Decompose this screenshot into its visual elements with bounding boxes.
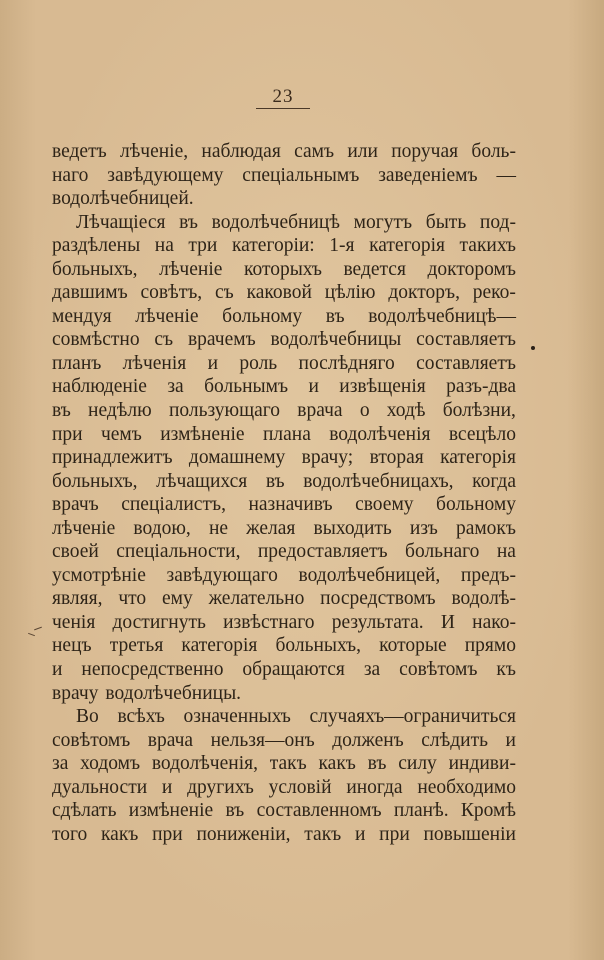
word: какъ — [101, 823, 139, 845]
word: того — [52, 823, 88, 845]
text-line — [52, 682, 516, 706]
text-line — [52, 375, 516, 399]
text-line — [52, 446, 516, 470]
word: измѣненіе — [160, 423, 245, 445]
word: спеціальности, — [116, 541, 241, 563]
word: нако- — [472, 611, 516, 633]
word: ченія — [52, 611, 96, 633]
body-text — [52, 140, 516, 846]
word: въ — [179, 211, 198, 233]
word: обращаются — [242, 659, 345, 681]
word: на — [154, 235, 174, 257]
page-number: 23 — [272, 86, 294, 107]
text-line — [52, 328, 516, 352]
word: которыхъ — [243, 258, 322, 280]
text-line — [52, 658, 516, 682]
text-line — [52, 281, 516, 305]
word: мендуя — [52, 305, 112, 327]
margin-mark — [34, 627, 42, 631]
word: завѣдующему — [107, 164, 224, 186]
word: водолѣчебницы. — [105, 682, 242, 704]
word: что — [118, 588, 147, 610]
word: И — [440, 611, 455, 633]
word: означенныхъ — [183, 706, 291, 728]
word: пониженіи, — [196, 823, 291, 845]
word: когда — [472, 470, 516, 492]
word: водолѣчебницѣ — [211, 211, 340, 233]
text-line — [52, 493, 516, 517]
text-line — [52, 164, 516, 188]
word: каковой — [246, 282, 312, 304]
word: и — [161, 776, 173, 798]
word: ведется — [343, 258, 406, 280]
word: врачъ — [52, 494, 99, 516]
text-line — [52, 611, 516, 635]
word: являя, — [52, 588, 103, 610]
word: плана — [262, 423, 311, 445]
word: въ — [225, 800, 245, 822]
word: Лѣчащіеся — [76, 211, 166, 233]
word: категоріи: — [231, 235, 315, 257]
word: наблюдая — [201, 141, 281, 162]
text-line — [52, 305, 516, 329]
word: составляетъ — [416, 329, 516, 351]
word: въ — [325, 305, 345, 327]
word: больному — [222, 305, 303, 327]
text-line — [52, 752, 516, 776]
word: послѣдняго — [298, 352, 395, 374]
word: желательно — [208, 588, 305, 610]
word: врачу — [52, 682, 99, 704]
word: при — [52, 423, 83, 445]
text-line — [52, 776, 516, 800]
word: при — [379, 823, 410, 845]
word: категорія — [369, 235, 445, 257]
word: водолѣчебницѣ— — [368, 305, 516, 327]
word: водолѣчебницей. — [52, 188, 194, 210]
text-line — [52, 399, 516, 423]
word: ему — [161, 588, 193, 610]
word: на — [496, 541, 516, 563]
word: изъ — [409, 517, 438, 539]
word: иногда — [346, 776, 403, 798]
word: совмѣстно — [52, 329, 140, 351]
text-line — [52, 258, 516, 282]
word: составленномъ — [256, 800, 382, 822]
word: предоставляетъ — [257, 541, 388, 563]
word: выходить — [313, 517, 392, 539]
word: больнаго — [405, 541, 480, 563]
word: врачу; — [301, 447, 354, 469]
word: всѣхъ — [117, 706, 165, 728]
text-line — [52, 517, 516, 541]
word: — — [496, 164, 516, 186]
word: назначивъ — [248, 494, 333, 516]
text-line — [52, 823, 516, 847]
word: и — [308, 376, 319, 398]
word: болѣзни, — [442, 400, 516, 422]
word: водолѣченія — [329, 423, 431, 445]
word: раздѣлены — [52, 235, 141, 257]
word: нельзя—онъ — [210, 729, 315, 751]
word: случаяхъ—ограничиться — [309, 706, 516, 728]
word: водолѣчебницей, — [298, 564, 441, 586]
word: и — [354, 823, 366, 845]
word: и — [52, 659, 63, 681]
word: вторая — [369, 447, 424, 469]
word: лѣченіе — [159, 258, 223, 280]
word: чемъ — [100, 423, 142, 445]
word: съ — [215, 282, 234, 304]
word: заведеніемъ — [378, 164, 478, 186]
word: лѣченіе, — [119, 141, 189, 162]
word: въ — [265, 470, 285, 492]
word: лѣченіе — [52, 517, 116, 539]
word: цѣлію — [324, 282, 376, 304]
text-line — [52, 799, 516, 823]
word: лѣченія — [122, 352, 187, 374]
word: необходимо — [417, 776, 516, 798]
word: и — [505, 729, 516, 751]
word: докторъ, — [388, 282, 460, 304]
word: больнымъ — [204, 376, 289, 398]
text-line — [52, 211, 516, 235]
word: другихъ — [187, 776, 254, 798]
word: повышеніи — [423, 823, 516, 845]
word: въ — [367, 753, 387, 775]
word: дуальности — [52, 776, 148, 798]
margin-mark — [28, 633, 35, 636]
word: извѣстнаго — [223, 611, 315, 633]
word: предъ- — [460, 564, 516, 586]
word: совѣтомъ — [399, 659, 478, 681]
word: врачемъ — [187, 329, 256, 351]
word: под- — [479, 211, 516, 233]
word: разъ-два — [446, 376, 516, 398]
word: 1-я — [329, 235, 355, 257]
word: боль- — [471, 141, 516, 162]
word: составляетъ — [416, 352, 516, 374]
word: водолѣчебницахъ, — [303, 470, 454, 492]
word: завѣдующаго — [166, 564, 278, 586]
word: при — [152, 823, 183, 845]
word: нецъ — [52, 635, 92, 657]
word: въ — [52, 400, 71, 422]
word: наго — [52, 164, 89, 186]
word: достигнуть — [112, 611, 206, 633]
word: извѣщенія — [339, 376, 426, 398]
word: индиви- — [448, 753, 516, 775]
word: совѣтъ, — [140, 282, 203, 304]
word: врача — [297, 400, 343, 422]
word: докторомъ — [427, 258, 516, 280]
word: прямо — [464, 635, 516, 657]
word: лѣчащихся — [156, 470, 248, 492]
text-line — [52, 352, 516, 376]
word: долженъ — [332, 729, 404, 751]
text-line — [52, 587, 516, 611]
word: которые — [379, 635, 447, 657]
word: къ — [496, 659, 516, 681]
word: какъ — [318, 753, 356, 775]
word: врача — [147, 729, 194, 751]
word: водолѣ- — [451, 588, 516, 610]
word: больныхъ, — [52, 470, 138, 492]
word: слѣдить — [421, 729, 489, 751]
text-line — [52, 705, 516, 729]
word: такъ — [304, 823, 342, 845]
page-number-rule — [256, 108, 310, 109]
word: категорія — [181, 635, 258, 657]
word: поручая — [391, 141, 459, 162]
text-line — [52, 540, 516, 564]
word: Кромѣ — [460, 800, 516, 822]
word: три — [188, 235, 218, 257]
word: водою, — [133, 517, 191, 539]
word: ходѣ — [386, 400, 426, 422]
word: самъ — [294, 141, 335, 162]
word: Во — [76, 706, 99, 728]
text-line — [52, 187, 516, 211]
word: своему — [355, 494, 414, 516]
word: результата. — [331, 611, 424, 633]
word: совѣтомъ — [52, 729, 131, 751]
text-line — [52, 729, 516, 753]
word: домашнему — [188, 447, 286, 469]
word: недѣлю — [88, 400, 152, 422]
word: непосредственно — [81, 659, 224, 681]
word: больныхъ, — [275, 635, 361, 657]
word: силу — [398, 753, 437, 775]
word: условій — [268, 776, 332, 798]
word: за — [167, 376, 184, 398]
text-line — [52, 234, 516, 258]
word: такихъ — [459, 235, 516, 257]
word: планѣ. — [393, 800, 449, 822]
word: категорія — [440, 447, 516, 469]
word: наблюденіе — [52, 376, 147, 398]
word: желая — [246, 517, 296, 539]
ink-speck — [531, 346, 535, 350]
word: измѣненіе — [128, 800, 214, 822]
word: больныхъ, — [52, 258, 138, 280]
word: принадлежитъ — [52, 447, 173, 469]
text-line — [52, 140, 516, 164]
word: третья — [109, 635, 164, 657]
word: могутъ — [353, 211, 413, 233]
word: давшимъ — [52, 282, 128, 304]
text-line — [52, 564, 516, 588]
word: рамокъ — [455, 517, 516, 539]
text-line — [52, 634, 516, 658]
word: такъ — [269, 753, 307, 775]
text-line — [52, 423, 516, 447]
word: водолѣчебницы — [270, 329, 402, 351]
word: больному — [436, 494, 516, 516]
word: усмотрѣніе — [52, 564, 146, 586]
word: не — [208, 517, 229, 539]
word: лѣченіе — [135, 305, 199, 327]
word: реко- — [472, 282, 516, 304]
word: пользующаго — [168, 400, 281, 422]
text-line — [52, 470, 516, 494]
word: посредствомъ — [320, 588, 436, 610]
word: съ — [154, 329, 174, 351]
word: ходомъ — [80, 753, 141, 775]
word: планъ — [52, 352, 102, 374]
word: водолѣченія, — [151, 753, 258, 775]
word: быть — [425, 211, 467, 233]
word: за — [52, 753, 69, 775]
word: своей — [52, 541, 99, 563]
word: или — [347, 141, 378, 162]
word: ведетъ — [52, 141, 107, 162]
word: всецѣло — [448, 423, 516, 445]
word: и — [207, 352, 219, 374]
word: спеціалистъ, — [121, 494, 226, 516]
word: роль — [239, 352, 278, 374]
word: сдѣлать — [52, 800, 117, 822]
word: о — [359, 400, 370, 422]
word: за — [363, 659, 381, 681]
word: спеціальнымъ — [242, 164, 360, 186]
